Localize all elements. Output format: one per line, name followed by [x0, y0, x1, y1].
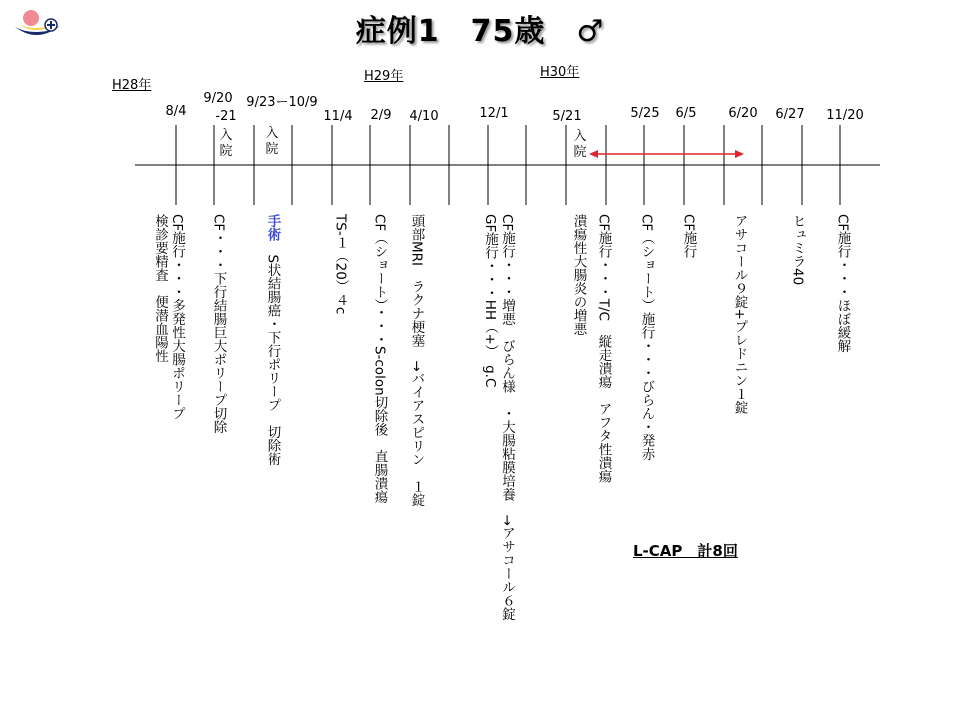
- surgery-label: 手術: [264, 214, 281, 241]
- era-h28-label: H28年: [112, 78, 152, 93]
- date-label: 2/9: [370, 108, 392, 123]
- event-surgery: 手術 S状結腸癌・下行ポリープ 切除術: [264, 214, 281, 466]
- event-5-21: CF施行・・・T/C 縦走潰瘍 アフタ性潰瘍: [595, 214, 612, 483]
- event-6-20: アサコール９錠+プレドニン１錠: [731, 214, 748, 415]
- event-2-9: CF（ショート）・・・S-colon切除後 直腸潰瘍: [371, 214, 388, 504]
- page-title: 症例1 75歳 ♂: [355, 14, 605, 49]
- period-arrow: [589, 150, 744, 158]
- event-5-25: CF（ショート）施行・・・びらん・発赤: [638, 214, 655, 461]
- event-uc-flare: 潰瘍性大腸炎の増悪: [570, 214, 587, 336]
- date-label: 11/20: [826, 108, 864, 123]
- admission-label: 入院: [265, 126, 279, 157]
- event-12-1: CF施行・・・増悪 びらん様 ・大腸粘膜培養 →アサコール６錠 GF施行・・・HH（+） g.C: [482, 214, 515, 621]
- date-label: 12/1: [479, 106, 509, 121]
- date-label: 6/5: [675, 106, 697, 121]
- event-11-20: CF施行・・・ほぼ緩解: [834, 214, 851, 353]
- date-label: 5/25: [630, 106, 660, 121]
- era-h29-label: H29年: [364, 69, 404, 84]
- event-11-4: TS-１（20）４c: [332, 214, 349, 315]
- event-8-4: CF施行・・・多発性大腸ポリープ 検診要精査 便潜血陽性: [152, 214, 185, 421]
- era-h30-label: H30年: [540, 65, 580, 80]
- date-label: 8/4: [165, 104, 187, 119]
- date-label: 4/10: [409, 109, 439, 124]
- date-label: 9/23ー10/9: [246, 95, 318, 110]
- event-4-10: 頭部MRI ラクナ梗塞 →バイアスピリン １錠: [408, 214, 425, 507]
- event-6-5: CF施行: [680, 214, 697, 259]
- date-label: -21: [215, 109, 237, 124]
- date-label: 6/20: [728, 106, 758, 121]
- event-6-27: ヒュミラ40: [789, 214, 806, 286]
- lcap-summary: L-CAP 計8回: [633, 542, 738, 560]
- date-label: 9/20: [203, 91, 233, 106]
- date-label: 5/21: [552, 109, 582, 124]
- admission-label: 入院: [573, 129, 587, 160]
- event-9-20: CF・・・下行結腸巨大ポリープ切除: [210, 214, 227, 434]
- admission-label: 入院: [219, 128, 233, 159]
- date-label: 6/27: [775, 107, 805, 122]
- date-label: 11/4: [323, 109, 353, 124]
